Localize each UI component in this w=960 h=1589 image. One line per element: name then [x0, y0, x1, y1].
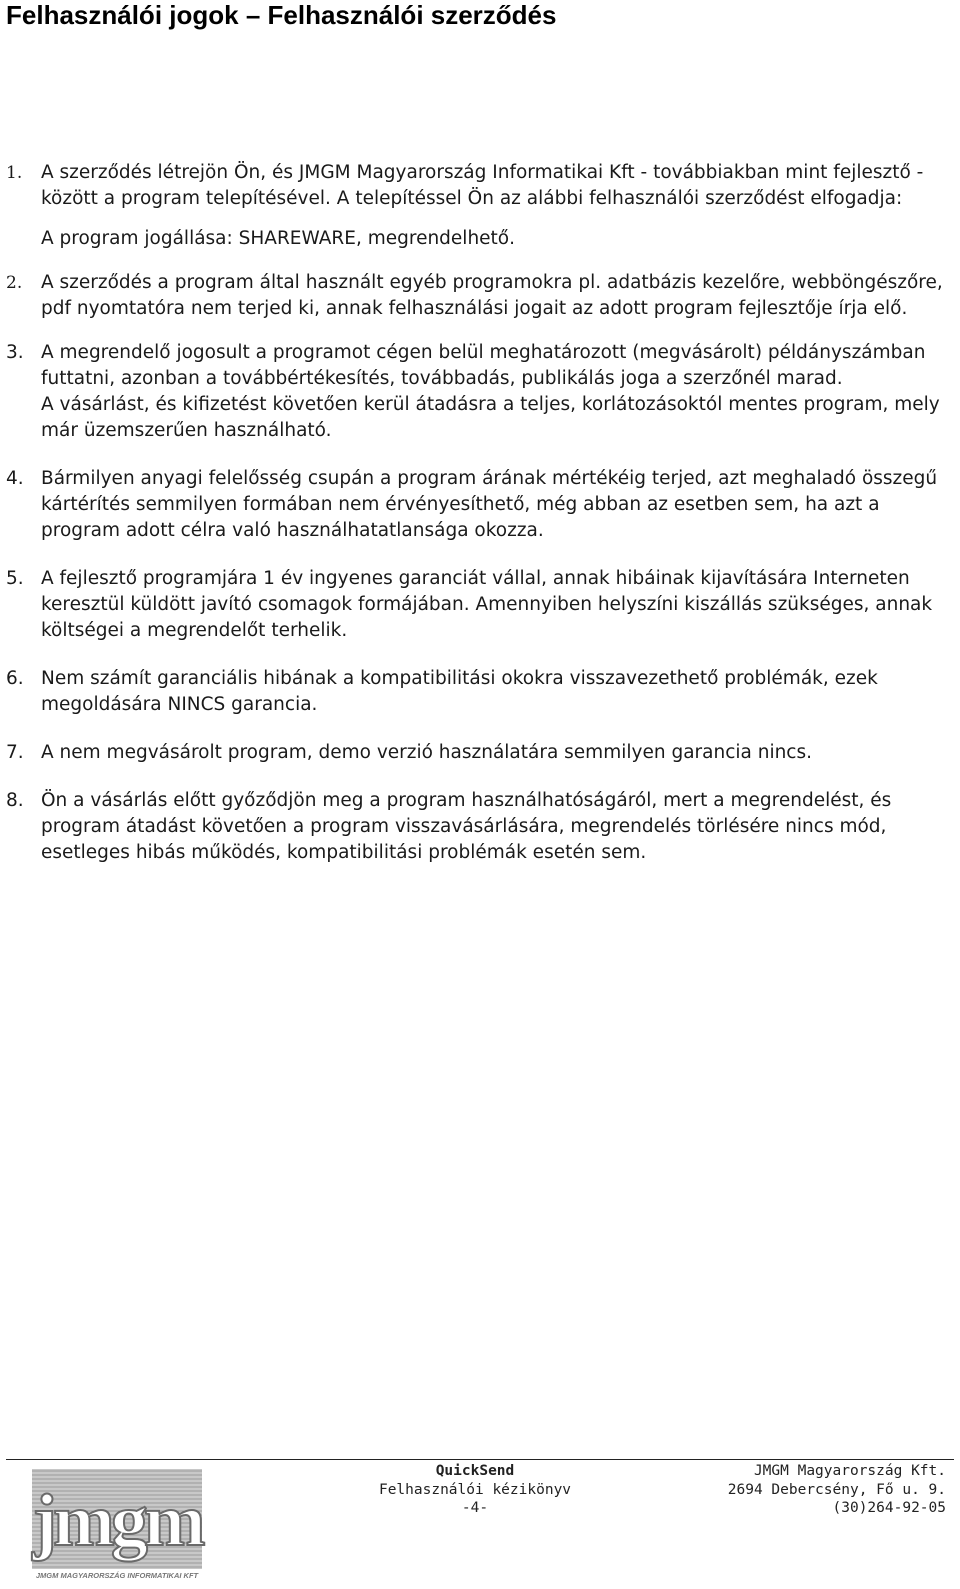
logo-subtext: JMGM MAGYARORSZÁG INFORMATIKAI KFT [35, 1571, 199, 1580]
item-text: A program jogállása: SHAREWARE, megrendelhető. [41, 228, 515, 249]
item-number: 7. [6, 742, 24, 763]
item-number: 2. [6, 273, 23, 293]
item-number: 8. [6, 790, 24, 811]
item-text: A nem megvásárolt program, demo verzió használatára semmilyen garancia nincs. [41, 742, 813, 763]
company-address: 2694 Debercsény, Fő u. 9. [727, 1481, 946, 1498]
company-phone: (30)264-92-05 [832, 1500, 946, 1516]
company-logo [28, 1465, 206, 1583]
item-number: 3. [6, 342, 24, 363]
item-text: A szerződés a program által használt egyéb programokra pl. adatbázis kezelőre, webböngészőre, pdf nyomtatóra nem terjed ki, annak felhasználási jogait az adott program fejlesztője írja elő. [41, 272, 943, 319]
agreement-item-5 [0, 566, 960, 644]
footer-center [350, 1462, 600, 1518]
item-text: Ön a vásárlás előtt győződjön meg a program használhatóságáról, mert a megrendelést, és program átadást követően a program visszavásárlására, megrendelés törlésére nincs mód, esetleges hibás működés, kompatibilitási problémák esetén sem. [41, 790, 892, 863]
page-number: -4- [461, 1500, 489, 1516]
item-text: Bármilyen anyagi felelősség csupán a program árának mértékéig terjed, azt meghaladó összegű kártérítés semmilyen formában nem érvényesíthető, még abban az esetben sem, ha azt a program adott célra való használhatatlansága okozza. [41, 468, 938, 541]
agreement-list [0, 160, 960, 866]
agreement-item-2 [0, 270, 960, 322]
footer-contact [646, 1462, 946, 1518]
item-number: 6. [6, 668, 24, 689]
agreement-item-8 [0, 788, 960, 866]
agreement-item-3 [0, 340, 960, 444]
company-name: JMGM Magyarország Kft. [753, 1463, 946, 1479]
agreement-item-7 [0, 740, 960, 766]
item-number: 1. [6, 163, 23, 183]
agreement-item-1 [0, 160, 960, 252]
agreement-item-4 [0, 466, 960, 544]
agreement-item-6 [0, 666, 960, 718]
item-text: A megrendelő jogosult a programot cégen belül meghatározott (megvásárolt) példányszámban futtatni, azonban a továbbértékesítés, továbbadás, publikálás joga a szerzőnél marad. [41, 342, 926, 389]
item-text: A szerződés létrejön Ön, és JMGM Magyarország Informatikai Kft - továbbiakban mint fejlesztő - között a program telepítésével. A telepítéssel Ön az alábbi felhasználói szerződést elfogadja: [41, 162, 924, 209]
footer-divider [6, 1459, 954, 1460]
product-name: QuickSend [435, 1463, 515, 1479]
item-number: 5. [6, 568, 24, 589]
item-number: 4. [6, 468, 24, 489]
item-text: Nem számít garanciális hibának a kompatibilitási okokra visszavezethető problémák, ezek megoldására NINCS garancia. [41, 668, 878, 715]
logo-wordmark: jmgm [32, 1480, 202, 1562]
item-text: A vásárlást, és kifizetést követően kerül átadásra a teljes, korlátozásoktól mentes program, mely már üzemszerűen használható. [41, 394, 940, 441]
item-text: A fejlesztő programjára 1 év ingyenes garanciát vállal, annak hibáinak kijavítására Interneten keresztül küldött javító csomagok formájában. Amennyiben helyszíni kiszállás szükséges, annak költségei a megrendelőt terhelik. [41, 568, 933, 641]
manual-label: Felhasználói kézikönyv [378, 1481, 572, 1498]
page-title: Felhasználói jogok – Felhasználói szerződés [6, 0, 557, 30]
